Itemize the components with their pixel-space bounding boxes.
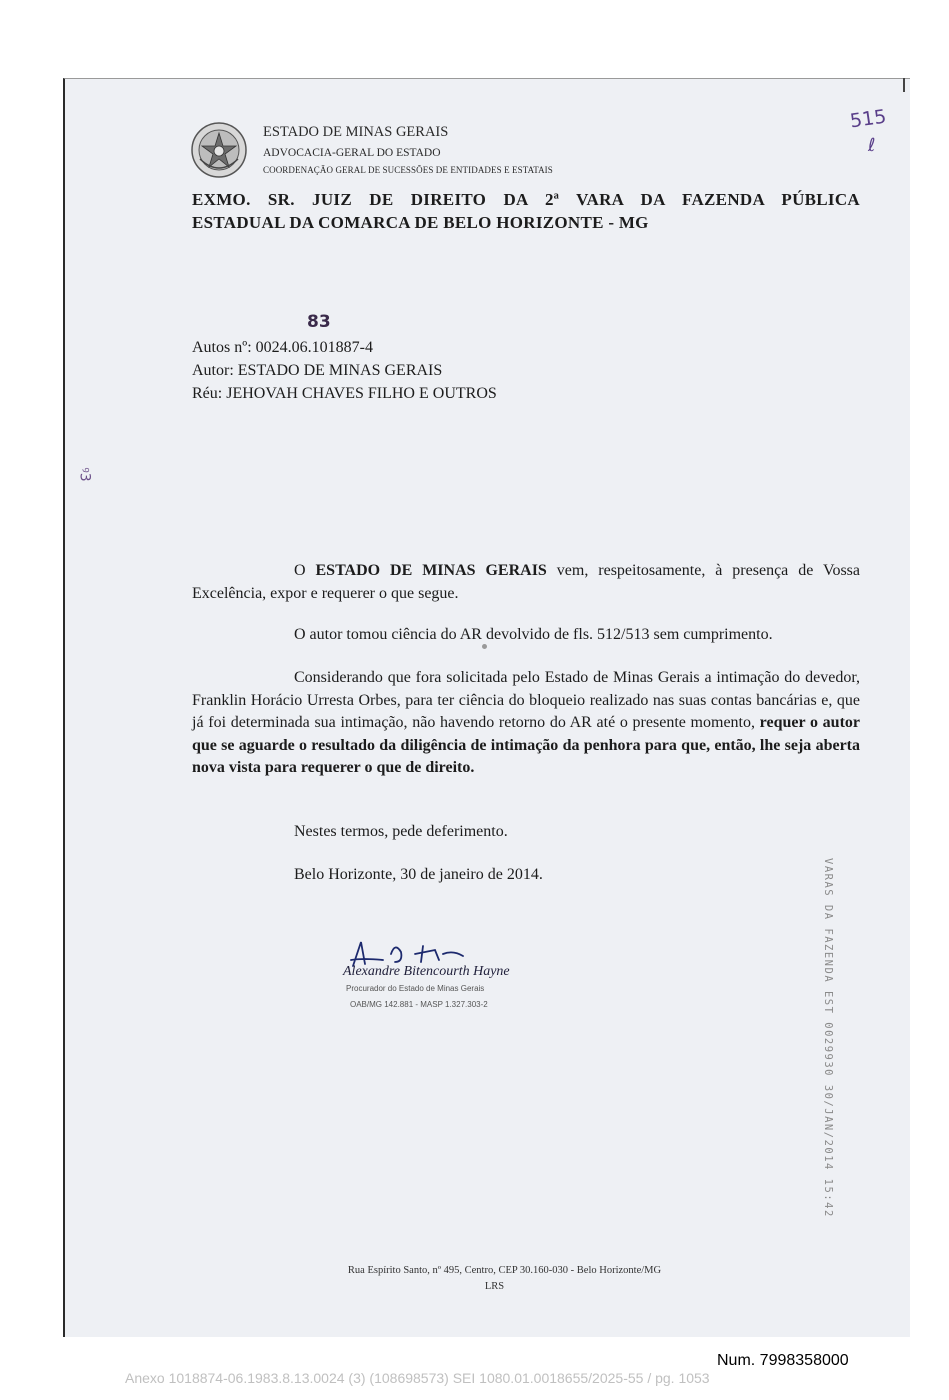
protocol-stamp: VARAS DA FAZENDA EST 0029930 30/JAN/2014 15:42 bbox=[822, 858, 834, 1218]
document-number: Num. 7998358000 bbox=[717, 1352, 849, 1369]
intro-lead: O bbox=[294, 562, 306, 579]
header-department: COORDENAÇÃO GERAL DE SUCESSÕES DE ENTIDADES E ESTATAIS bbox=[263, 165, 553, 175]
addressee-line-2: ESTADUAL DA COMARCA DE BELO HORIZONTE - MG bbox=[192, 213, 649, 232]
handwritten-margin-mark: ꝰ3 bbox=[76, 467, 93, 482]
addressee bbox=[192, 188, 860, 234]
intro-rest: vem, respeitosamente, à presença de Vossa Excelência, expor e requerer o que segue. bbox=[192, 562, 861, 602]
coat-of-arms-seal bbox=[190, 121, 248, 179]
intro-bold: ESTADO DE MINAS GERAIS bbox=[315, 562, 547, 579]
signature-registration: OAB/MG 142.881 - MASP 1.327.303-2 bbox=[350, 1000, 488, 1009]
paragraph-intro bbox=[192, 560, 860, 605]
case-defendant: Réu: JEHOVAH CHAVES FILHO E OUTROS bbox=[192, 385, 497, 402]
case-number: Autos nº: 0024.06.101887-4 bbox=[192, 339, 373, 356]
request-plain: Considerando que fora solicitada pelo Estado de Minas Gerais a intimação do devedor, Franklin Horácio Urresta Orbes, para ter ciência do bloqueio realizado nas suas contas bancárias e, que já foi determinada sua intimação, não havendo retorno do AR até o presente momento, bbox=[192, 669, 860, 731]
handwritten-initial: ℓ bbox=[868, 135, 876, 156]
paragraph-ar: O autor tomou ciência do AR devolvido de fls. 512/513 sem cumprimento. bbox=[294, 626, 773, 643]
header-state: ESTADO DE MINAS GERAIS bbox=[263, 124, 449, 140]
handwritten-page-number: 515 bbox=[848, 105, 888, 133]
footer-address: Rua Espírito Santo, nº 495, Centro, CEP 30.160-030 - Belo Horizonte/MG bbox=[347, 1265, 662, 1276]
case-info bbox=[192, 336, 497, 405]
case-plaintiff: Autor: ESTADO DE MINAS GERAIS bbox=[192, 362, 443, 379]
request-bold: requer o autor que se aguarde o resultado da diligência de intimação da penhora para que, então, lhe seja aberta nova vista para requerer o que de direito. bbox=[192, 714, 860, 776]
annex-watermark: Anexo 1018874-06.1983.8.13.0024 (3) (108698573) SEI 1080.01.0018655/2025-55 / pg. 1053 bbox=[125, 1370, 710, 1386]
signature-name: Alexandre Bitencourth Hayne bbox=[343, 964, 510, 979]
paragraph-request bbox=[192, 667, 860, 780]
page-edge-mark bbox=[903, 78, 905, 92]
scan-speck bbox=[482, 644, 487, 649]
paragraph-date: Belo Horizonte, 30 de janeiro de 2014. bbox=[294, 866, 543, 883]
handwritten-autos-mark: 83 bbox=[307, 312, 331, 332]
header-agency: ADVOCACIA-GERAL DO ESTADO bbox=[263, 147, 441, 159]
signature-role: Procurador do Estado de Minas Gerais bbox=[346, 984, 485, 993]
footer-initials: LRS bbox=[484, 1281, 505, 1292]
addressee-line-1: EXMO. SR. JUIZ DE DIREITO DA 2ª VARA DA FAZENDA PÚBLICA bbox=[192, 190, 860, 209]
paragraph-closing: Nestes termos, pede deferimento. bbox=[294, 823, 508, 840]
